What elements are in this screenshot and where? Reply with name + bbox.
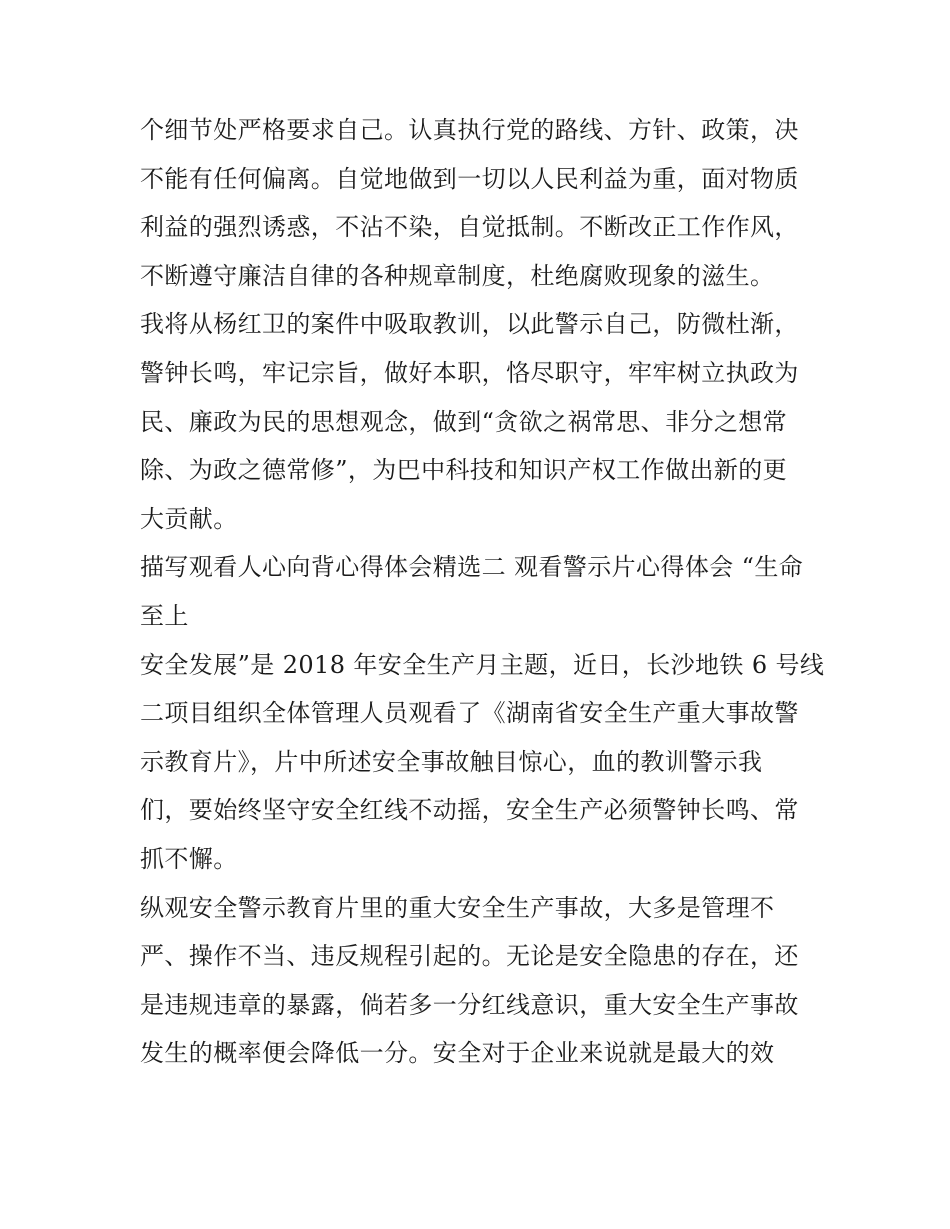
text-line: 除、为政之德常修”，为巴中科技和知识产权工作做出新的更: [140, 456, 788, 485]
text-line: 纵观安全警示教育片里的重大安全生产事故，大多是管理不: [140, 893, 775, 922]
text-line: 大贡献。: [140, 504, 238, 533]
section-heading-line: 至上: [140, 601, 189, 630]
text-line: 严、操作不当、违反规程引起的。无论是安全隐患的存在，还: [140, 942, 799, 971]
text-line: 民、廉政为民的思想观念，做到“贪欲之祸常思、非分之想常: [140, 407, 788, 436]
text-line: 不断遵守廉洁自律的各种规章制度，杜绝腐败现象的滋生。: [140, 261, 775, 290]
section-heading-line: 描写观看人心向背心得体会精选二 观看警示片心得体会 “生命: [140, 553, 804, 582]
text-line: 发生的概率便会降低一分。安全对于企业来说就是最大的效: [140, 1039, 775, 1068]
text-line: 安全发展”是 2018 年安全生产月主题，近日，长沙地铁 6 号线: [140, 650, 825, 679]
document-body: [140, 106, 825, 1078]
text-line: 警钟长鸣，牢记宗旨，做好本职，恪尽职守，牢牢树立执政为: [140, 358, 799, 387]
text-line: 们，要始终坚守安全红线不动摇，安全生产必须警钟长鸣、常: [140, 796, 799, 825]
text-line: 不能有任何偏离。自觉地做到一切以人民利益为重，面对物质: [140, 164, 799, 193]
text-line: 利益的强烈诱惑，不沾不染，自觉抵制。不断改正工作作风，: [140, 213, 799, 242]
text-line: 示教育片》，片中所述安全事故触目惊心，血的教训警示我: [140, 747, 763, 776]
text-line: 是违规违章的暴露，倘若多一分红线意识，重大安全生产事故: [140, 990, 799, 1019]
text-line: 我将从杨红卫的案件中吸取教训，以此警示自己，防微杜渐，: [140, 310, 799, 339]
text-line: 个细节处严格要求自己。认真执行党的路线、方针、政策，决: [140, 116, 799, 144]
text-line: 抓不懈。: [140, 844, 238, 873]
text-line: 二项目组织全体管理人员观看了《湖南省安全生产重大事故警: [140, 699, 799, 728]
